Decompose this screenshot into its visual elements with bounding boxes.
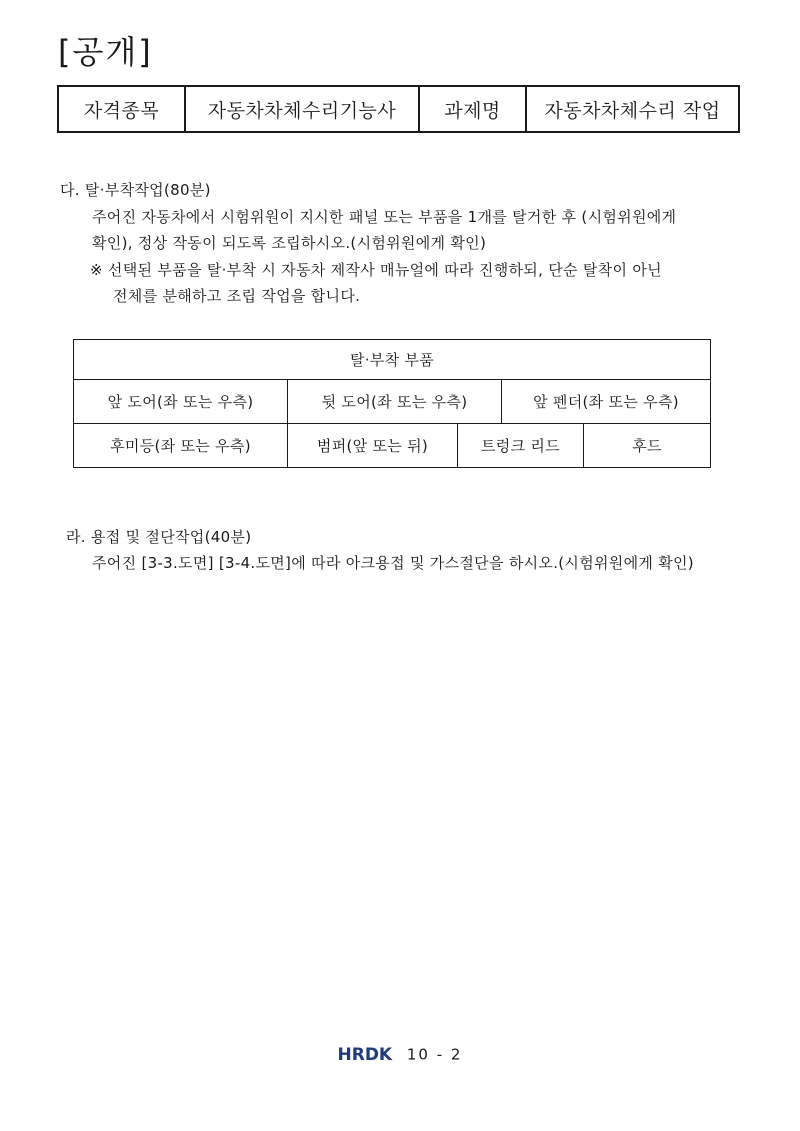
section-ra-title: 라. 용접 및 절단작업(40분) [66, 528, 252, 546]
section-da-line-2: 확인), 정상 작동이 되도록 조립하시오.(시험위원에게 확인) [92, 234, 487, 252]
part-cell: 뒷 도어(좌 또는 우측) [288, 380, 502, 424]
page-number: 10 - 2 [406, 1045, 463, 1064]
parts-table-header: 탈·부착 부품 [74, 340, 711, 380]
qualification-value: 자동차차체수리기능사 [185, 86, 419, 132]
part-cell: 후드 [584, 424, 711, 468]
page-footer [0, 1042, 800, 1067]
section-ra-paragraph: 주어진 [3-3.도면] [3-4.도면]에 따라 아크용접 및 가스절단을 하시오.(시험위원에게 확인) [92, 554, 694, 572]
section-da-note: ※ 선택된 부품을 탈·부착 시 자동차 제작사 매뉴얼에 따라 진행하되, 단순 탈착이 아닌 [90, 261, 662, 279]
part-cell: 트렁크 리드 [458, 424, 584, 468]
part-cell: 앞 펜더(좌 또는 우측) [502, 380, 711, 424]
part-cell: 앞 도어(좌 또는 우측) [74, 380, 288, 424]
qualification-label: 자격종목 [58, 86, 185, 132]
part-cell: 범퍼(앞 또는 뒤) [288, 424, 458, 468]
task-name-value: 자동차차체수리 작업 [526, 86, 739, 132]
parts-table [73, 339, 711, 468]
task-name-label: 과제명 [419, 86, 526, 132]
section-da-paragraph [92, 204, 742, 256]
part-cell: 후미등(좌 또는 우측) [74, 424, 288, 468]
exam-header-table [57, 85, 740, 133]
section-da-title: 다. 탈·부착작업(80분) [60, 181, 211, 199]
document-classification-label: [공개] [58, 33, 153, 71]
section-da-note-continued: 전체를 분해하고 조립 작업을 합니다. [113, 287, 361, 305]
hrdk-logo: HRDK [337, 1044, 393, 1065]
section-da-line-1: 주어진 자동차에서 시험위원이 지시한 패널 또는 부품을 1개를 탈거한 후 (시험위원에게 [92, 208, 677, 226]
